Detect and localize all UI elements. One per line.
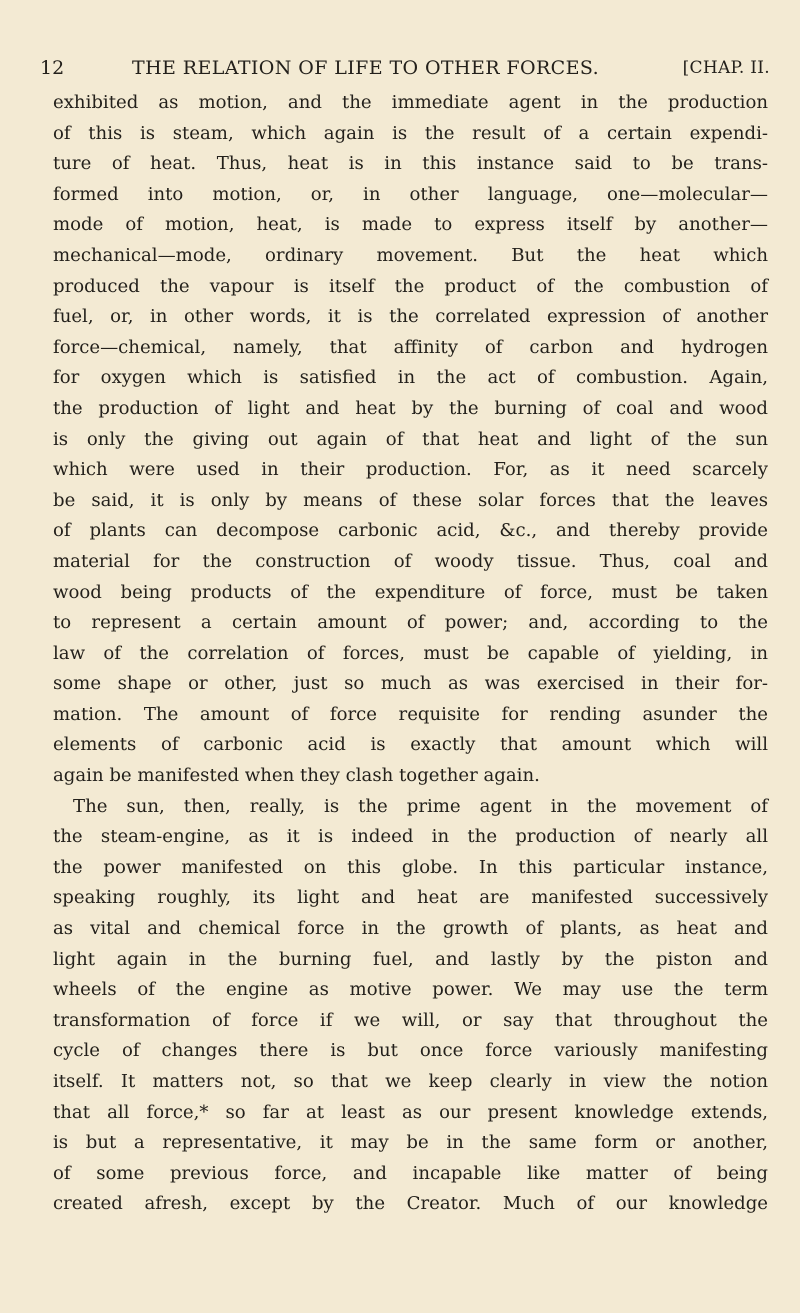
text-line: of some previous force, and incapable like matter of being [53,1162,768,1184]
running-head [40,53,770,83]
text-line: which were used in their production. For, as it need scarcely [53,459,768,481]
text-line: wheels of the engine as motive power. We may use the term [53,979,768,1001]
text-line: exhibited as motion, and the immediate agent in the production [53,92,768,113]
text-line: some shape or other, just so much as was exercised in their for- [53,673,768,695]
paragraph-start-line: The sun, then, really, is the prime agent in the movement of [73,795,768,817]
text-line: transformation of force if we will, or say that throughout the [53,1009,768,1031]
text-line: the steam-engine, as it is indeed in the production of nearly all [53,826,768,848]
text-line: of this is steam, which again is the result of a certain expendi- [53,122,768,144]
text-line: force—chemical, namely, that affinity of carbon and hydrogen [53,336,768,358]
body-text [53,88,768,1220]
text-line: is only the giving out again of that heat and light of the sun [53,428,768,450]
text-line: fuel, or, in other words, it is the correlated expression of another [53,306,768,328]
running-title: THE RELATION OF LIFE TO OTHER FORCES. [132,57,600,79]
text-line: of plants can decompose carbonic acid, &c., and thereby provide [53,520,768,542]
text-line: law of the correlation of forces, must be capable of yielding, in [53,642,768,664]
text-line: material for the construction of woody tissue. Thus, coal and [53,550,768,572]
text-line: elements of carbonic acid is exactly that amount which will [53,734,768,756]
text-line: produced the vapour is itself the product of the combustion of [53,275,768,297]
text-line: created afresh, except by the Creator. Much of our knowledge [53,1193,768,1215]
page-number: 12 [40,57,65,79]
text-line: as vital and chemical force in the growth of plants, as heat and [53,918,768,940]
text-line: is but a representative, it may be in the same form or another, [53,1132,768,1154]
text-line: for oxygen which is satisfied in the act of combustion. Again, [53,367,768,389]
text-line: mation. The amount of force requisite for rending asunder the [53,703,768,725]
text-line: itself. It matters not, so that we keep clearly in view the notion [53,1071,768,1092]
text-line: the power manifested on this globe. In this particular instance, [53,856,768,878]
text-line: mechanical—mode, ordinary movement. But the heat which [53,244,768,266]
text-line: ture of heat. Thus, heat is in this instance said to be trans- [53,153,768,175]
text-line: that all force,* so far at least as our present knowledge extends, [53,1101,768,1123]
text-line: to represent a certain amount of power; and, according to the [53,612,768,634]
text-line: formed into motion, or, in other language, one—molecular— [53,183,768,205]
text-line: wood being products of the expenditure of force, must be taken [53,581,768,603]
text-line: light again in the burning fuel, and lastly by the piston and [53,948,768,970]
paragraph-end-line: again be manifested when they clash together again. [53,765,540,787]
text-line: the production of light and heat by the burning of coal and wood [53,397,768,419]
chapter-reference: [CHAP. II. [682,58,770,78]
text-line: cycle of changes there is but once force variously manifesting [53,1040,768,1062]
text-line: be said, it is only by means of these solar forces that the leaves [53,489,768,511]
text-line: mode of motion, heat, is made to express itself by another— [53,214,768,236]
text-line: speaking roughly, its light and heat are manifested successively [53,887,768,909]
